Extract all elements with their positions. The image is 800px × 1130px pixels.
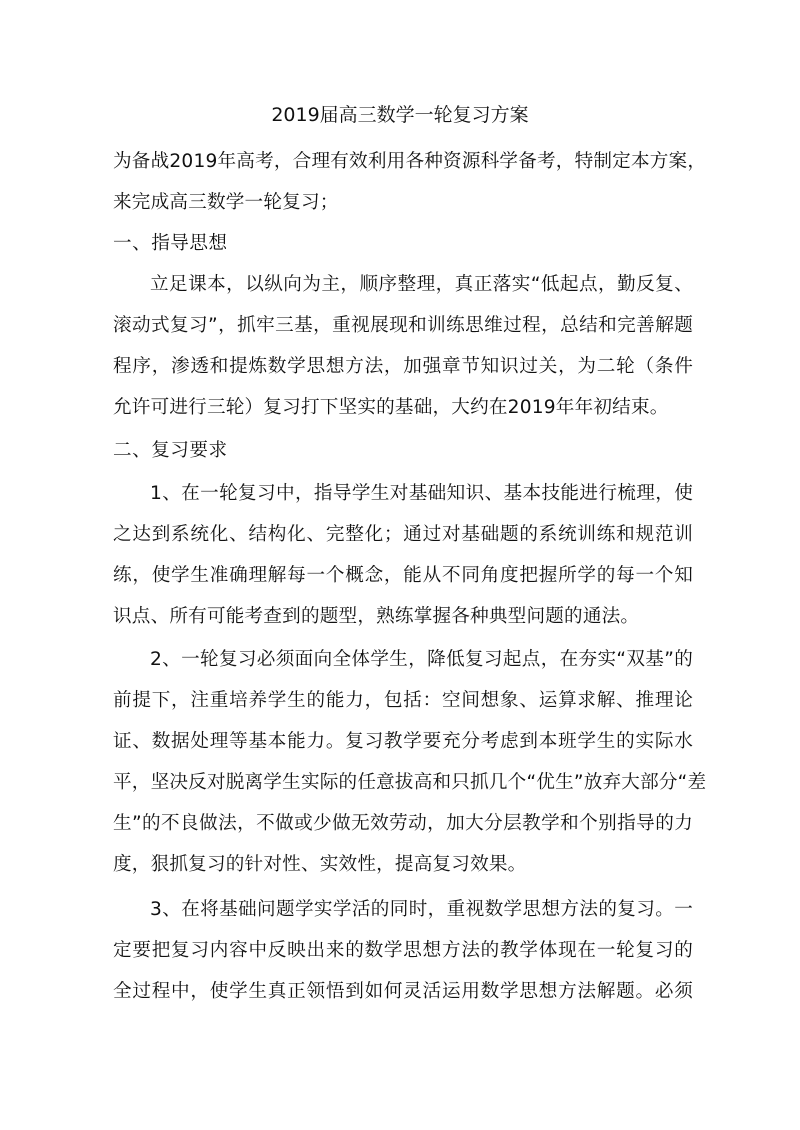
paragraph-line: 识点、所有可能考查到的题型，熟练掌握各种典型问题的通法。 [113, 606, 640, 627]
paragraph-line: 滚动式复习”，抓牢三基，重视展现和训练思维过程，总结和完善解题 [113, 315, 693, 336]
paragraph-line: 之达到系统化、结构化、完整化；通过对基础题的系统训练和规范训 [113, 524, 693, 545]
paragraph-line: 练，使学生准确理解每一个概念，能从不同角度把握所学的每一个知 [113, 565, 693, 586]
intro-line: 为备战2019年高考，合理有效利用各种资源科学备考，特制定本方案， [113, 151, 707, 172]
paragraph-line: 生”的不良做法，不做或少做无效劳动，加大分层教学和个别指导的力 [113, 813, 693, 834]
paragraph-line: 3、在将基础问题学实学活的同时，重视数学思想方法的复习。一 [150, 899, 693, 920]
paragraph-line: 程序，渗透和提炼数学思想方法，加强章节知识过关，为二轮（条件 [113, 356, 693, 377]
document-title: 2019届高三数学一轮复习方案 [271, 104, 529, 126]
paragraph-line: 1、在一轮复习中，指导学生对基础知识、基本技能进行梳理，使 [150, 483, 693, 504]
paragraph-line: 度，狠抓复习的针对性、实效性，提高复习效果。 [113, 854, 527, 875]
paragraph-line: 2、一轮复习必须面向全体学生，降低复习起点，在夯实“双基”的 [150, 649, 693, 670]
paragraph-line: 证、数据处理等基本能力。复习教学要充分考虑到本班学生的实际水 [113, 731, 693, 752]
paragraph-line: 平，坚决反对脱离学生实际的任意拔高和只抓几个“优生”放弃大部分“差 [113, 772, 707, 793]
section-heading-guiding-ideology: 一、指导思想 [113, 233, 228, 254]
section-heading-review-requirements: 二、复习要求 [113, 440, 228, 461]
paragraph-line: 全过程中，使学生真正领悟到如何灵活运用数学思想方法解题。必须 [113, 981, 693, 1002]
paragraph-line: 定要把复习内容中反映出来的数学思想方法的教学体现在一轮复习的 [113, 940, 693, 961]
intro-line: 来完成高三数学一轮复习； [113, 192, 339, 213]
paragraph-line: 前提下，注重培养学生的能力，包括：空间想象、运算求解、推理论 [113, 690, 693, 711]
paragraph-line: 允许可进行三轮）复习打下坚实的基础，大约在2019年年初结束。 [113, 397, 669, 418]
paragraph-line: 立足课本，以纵向为主，顺序整理，真正落实“低起点，勤反复、 [150, 274, 693, 295]
